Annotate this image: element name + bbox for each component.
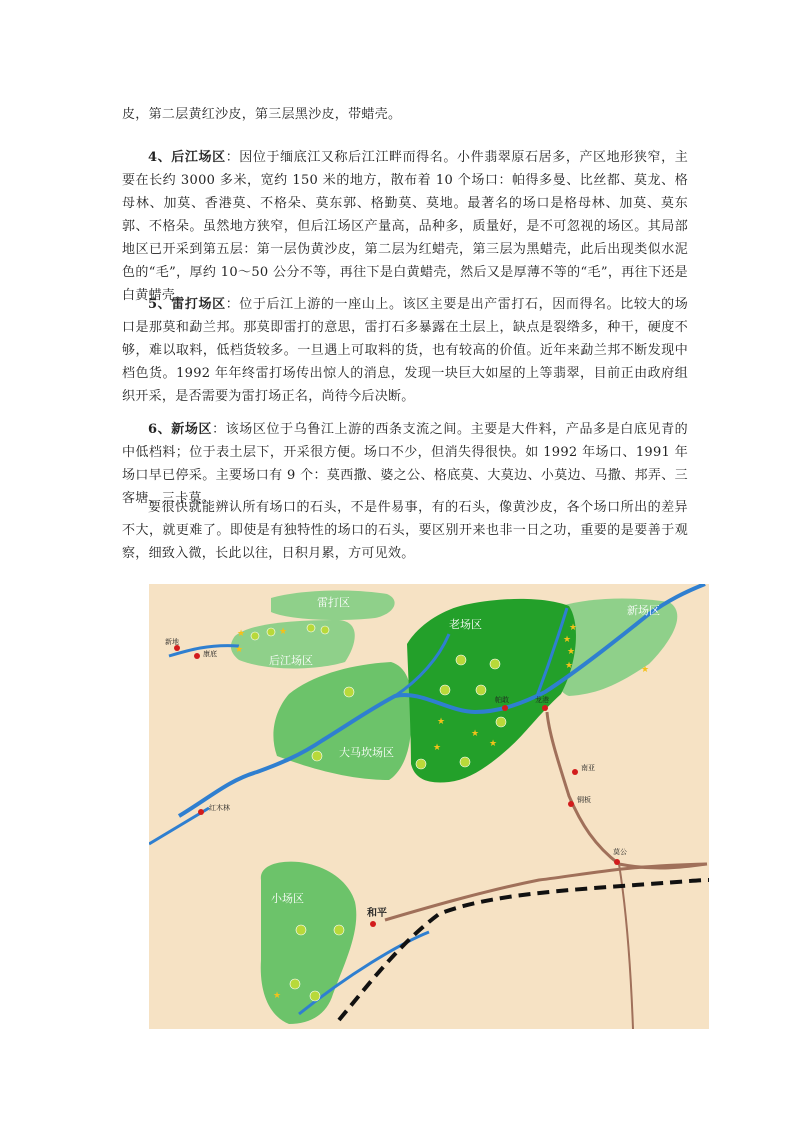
zone-label-houjiang: 后江场区: [269, 654, 313, 667]
star-icon: ★: [567, 647, 576, 657]
check-icon: [267, 628, 275, 636]
check-icon: [476, 685, 486, 695]
star-icon: ★: [563, 635, 572, 645]
town-label-sitao: 帕敢: [495, 696, 509, 704]
star-icon: ★: [471, 729, 480, 739]
zone-label-xinchang: 新场区: [627, 604, 660, 617]
town-label-yinfeng: 铜板: [577, 796, 591, 804]
town-label-nanya: 南亚: [581, 764, 595, 772]
check-icon: [321, 626, 329, 634]
section-heading: 4、后江场区: [148, 150, 226, 165]
star-icon: ★: [437, 717, 446, 727]
section-heading: 5、雷打场区: [148, 297, 226, 312]
town-marker: [568, 801, 574, 807]
star-icon: ★: [569, 623, 578, 633]
check-icon: [440, 685, 450, 695]
town-marker: [502, 705, 508, 711]
check-icon: [456, 655, 466, 665]
star-icon: ★: [489, 739, 498, 749]
town-label-longken: 龙港: [535, 696, 549, 704]
paragraph-houjiang: [122, 146, 688, 307]
check-icon: [344, 687, 354, 697]
check-icon: [460, 757, 470, 767]
paragraph-leida: [122, 293, 688, 408]
star-icon: ★: [279, 627, 288, 637]
town-marker: [370, 921, 376, 927]
paragraph-continuation: 皮，第二层黄红沙皮，第三层黑沙皮，带蜡壳。: [122, 107, 402, 122]
star-icon: ★: [235, 645, 244, 655]
zone-label-laochang: 老场区: [449, 618, 482, 631]
section-body: ：该场区位于乌鲁江上游的西条支流之间。主要是大件料，产品多是白底见青的中低档料；位于表土层下，开采很方便。场口不少，但消失得很快。如 1992 年场口、1991 年场口早已停采。主要场口有 9 个：莫西撒、婆之公、格底莫、大莫边、小莫边、马撒、邦弄、三客塘、三卡莫。: [122, 422, 688, 506]
star-icon: ★: [641, 665, 650, 675]
town-marker: [194, 653, 200, 659]
check-icon: [490, 659, 500, 669]
zone-label-xiaochang: 小场区: [271, 892, 304, 905]
paragraph-summary: 要很快就能辨认所有场口的石头，不是件易事，有的石头，像黄沙皮，各个场口所出的差异不大，就更难了。即使是有独特性的场口的石头，要区别开来也非一日之功，重要的是要善于观察，细致入微，长此以往，日积月累，方可见效。: [122, 500, 688, 561]
check-icon: [312, 751, 322, 761]
town-label-hongmulin: 红木林: [209, 804, 230, 812]
section-body: ：位于后江上游的一座山上。该区主要是出产雷打石，因而得名。比较大的场口是那莫和勐兰邦。那莫即雷打的意思，雷打石多暴露在土层上，缺点是裂绺多，种干，硬度不够，难以取料，低档货较多。一旦遇上可取料的货，也有较高的价值。近年来勐兰邦不断发现中档色货。1992 年年终雷打场传出惊人的消息，发现一块巨大如屋的上等翡翠，目前正由政府组织开采，是否需要为雷打场正名，尚待今后决断。: [122, 297, 688, 404]
check-icon: [310, 991, 320, 1001]
town-label-moggong: 莫公: [613, 848, 627, 856]
star-icon: ★: [433, 743, 442, 753]
check-icon: [296, 925, 306, 935]
check-icon: [416, 759, 426, 769]
town-marker: [542, 705, 548, 711]
check-icon: [307, 624, 315, 632]
zone-label-damakan: 大马坎场区: [339, 746, 394, 759]
town-label-kangdian: 康底: [203, 650, 217, 658]
town-label-heping: 和平: [367, 908, 387, 919]
mining-area-map: [149, 584, 709, 1029]
town-label-xindi: 新地: [165, 638, 179, 646]
star-icon: ★: [565, 661, 574, 671]
star-icon: ★: [273, 991, 282, 1001]
section-heading: 6、新场区: [148, 422, 213, 437]
zone-label-leida: 雷打区: [317, 596, 350, 609]
check-icon: [251, 632, 259, 640]
town-marker: [572, 769, 578, 775]
check-icon: [334, 925, 344, 935]
star-icon: ★: [237, 629, 246, 639]
check-icon: [496, 717, 506, 727]
town-marker: [614, 859, 620, 865]
check-icon: [290, 979, 300, 989]
section-body: ：因位于缅底江又称后江江畔而得名。小件翡翠原石居多，产区地形狭窄，主要在长约 3000 多米，宽约 150 米的地方，散布着 10 个场口：帕得多曼、比丝都、莫龙、格母林、加莫、香港莫、不格朵、莫东郭、格勤莫、莫地。最著名的场口是格母林、加莫、莫东郭、不格朵。虽然地方狭窄，但后江场区产量高，品种多，质量好，是不可忽视的场区。其局部地区已开采到第五层：第一层伪黄沙皮，第二层为红蜡壳，第三层为黑蜡壳，此后出现类似水泥色的“毛”，厚约 10～50 公分不等，再往下是白黄蜡壳，然后又是厚薄不等的“毛”，再往下还是白黄蜡壳。: [122, 150, 688, 303]
town-marker: [198, 809, 204, 815]
